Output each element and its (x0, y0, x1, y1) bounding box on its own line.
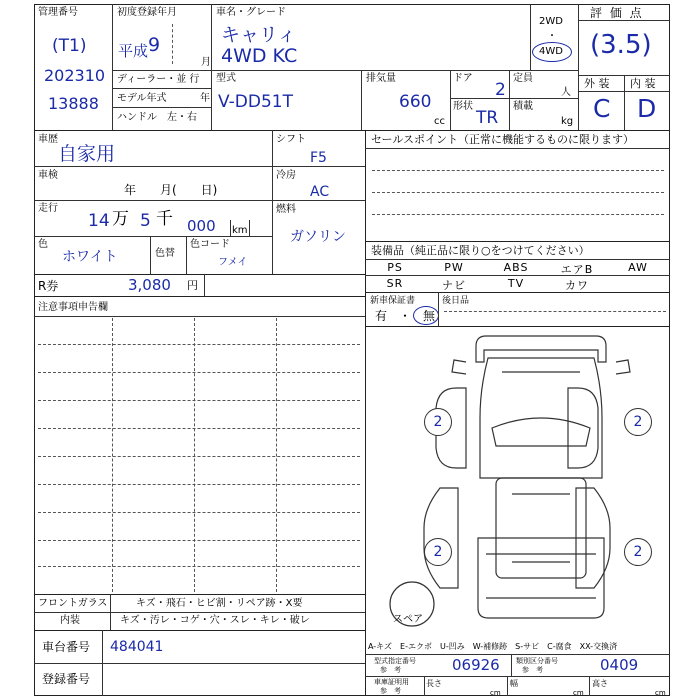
color-code: フメイ (218, 257, 248, 268)
capacity-label: 定員 (513, 73, 533, 84)
damage-marker-front-right: 2 (624, 408, 652, 436)
mileage-man-num: 14 (88, 211, 110, 231)
divider (249, 220, 250, 236)
model-year-label: モデル年式 (117, 93, 167, 104)
fuel-value: ガソリン (290, 229, 346, 245)
cert-height-unit: cm (655, 689, 666, 697)
divider (34, 296, 365, 297)
dashed-line (38, 400, 360, 401)
mileage-rest: 000 (187, 217, 216, 235)
category-number: 0409 (600, 656, 639, 674)
divider (365, 292, 670, 293)
divider (365, 676, 670, 677)
first-registration-label: 初度登録年月 (117, 7, 177, 18)
dashed-line (194, 318, 195, 592)
divider (34, 612, 365, 613)
equipment-leather: カワ (565, 279, 589, 292)
divider (624, 75, 625, 130)
divider (34, 274, 365, 275)
divider (186, 236, 187, 274)
history-value: 自家用 (58, 143, 116, 165)
dashed-line (112, 318, 113, 592)
dashed-line (38, 540, 360, 541)
divider (172, 24, 173, 64)
management-no-2: 13888 (48, 94, 99, 113)
equipment-aw: AW (628, 261, 648, 274)
exterior-grade: C (593, 94, 611, 123)
car-name-label: 車名・グレード (216, 7, 286, 18)
displacement-unit: cc (434, 116, 445, 127)
first-registration-year: 9 (148, 34, 161, 56)
dashed-line (38, 428, 360, 429)
car-diagram (366, 328, 668, 632)
divider (589, 676, 590, 696)
cert-length-unit: cm (490, 689, 501, 697)
dashed-line (38, 344, 360, 345)
type-designation-label: 型式指定番号 (374, 657, 416, 665)
divider (509, 70, 510, 130)
mileage-man-unit: 万 (112, 209, 129, 229)
recolor-label: 色替 (155, 248, 175, 259)
cert-height-label: 高さ (592, 679, 608, 688)
registration-label: 登録番号 (42, 672, 91, 686)
divider (112, 88, 211, 89)
door-label: ドア (453, 73, 473, 84)
damage-marker-rear-left: 2 (424, 538, 452, 566)
divider (272, 166, 365, 167)
divider (34, 663, 365, 664)
divider (112, 4, 113, 130)
management-no-label: 管理番号 (38, 7, 78, 18)
divider (34, 630, 365, 631)
shape: TR (476, 108, 499, 128)
shape-label: 形状 (453, 101, 473, 112)
divider (365, 259, 670, 260)
dashed-line (38, 484, 360, 485)
warranty-selected-circle (413, 306, 439, 325)
chassis-label: 車台番号 (42, 640, 91, 654)
score-value: (3.5) (590, 30, 652, 60)
drive-4wd: 4WD (539, 46, 563, 57)
divider (272, 200, 365, 201)
category-label: 類別区分番号 (516, 657, 558, 665)
exterior-label: 外 装 (584, 77, 610, 90)
dealer-label: ディーラー・並 行 (117, 74, 200, 85)
front-glass-label: フロントガラス (38, 598, 108, 609)
type-designation-sub: 参 考 (380, 666, 401, 674)
capacity-unit: 人 (561, 87, 571, 98)
ac-label: 冷房 (276, 170, 296, 181)
divider (365, 654, 670, 655)
dashed-line (38, 456, 360, 457)
shaken-label: 車検 (38, 170, 58, 181)
mileage-label: 走行 (38, 203, 58, 214)
interior-condition-label: 内装 (60, 615, 80, 626)
equipment-sr: SR (386, 277, 404, 290)
score-label: 評 価 点 (590, 6, 644, 20)
displacement: 660 (399, 92, 432, 112)
model-type-label: 型式 (216, 73, 236, 84)
cert-width-unit: cm (573, 689, 584, 697)
divider (361, 70, 362, 130)
dashed-line (372, 170, 664, 171)
recycle-amount: 3,080 (128, 276, 171, 294)
divider (424, 676, 425, 696)
dashed-line (372, 192, 664, 193)
recycle-unit: 円 (187, 279, 198, 292)
divider (34, 200, 272, 201)
car-name: キャリィ (221, 24, 297, 46)
management-no-1: 202310 (44, 66, 106, 85)
damage-marker-front-left: 2 (424, 408, 452, 436)
drive-dot: ・ (547, 31, 557, 42)
color-label: 色 (38, 239, 48, 250)
equipment-pw: PW (444, 261, 464, 274)
dashed-line (38, 512, 360, 513)
divider (365, 148, 670, 149)
equipment-label: 装備品（純正品に限り○をつけてください） (371, 244, 590, 257)
divider (230, 220, 231, 236)
warranty-options: 有 ・ 無 (375, 309, 436, 323)
category-sub: 参 考 (522, 666, 543, 674)
cert-width-label: 幅 (510, 679, 518, 688)
damage-legend: A-キズ E-エクボ U-凹み W-補修跡 S-サビ C-腐食 XX-交換済 (368, 642, 618, 651)
interior-label: 内 装 (630, 77, 656, 90)
divider (530, 4, 531, 70)
car-grade: 4WD KC (221, 45, 298, 67)
dashed-line (372, 214, 664, 215)
load-label: 積載 (513, 101, 533, 112)
interior-condition-text: キズ・汚レ・コゲ・穴・スレ・キレ・破レ (120, 615, 310, 626)
door-count: 2 (495, 80, 506, 100)
model-year-unit: 年 (200, 93, 210, 104)
fuel-label: 燃料 (276, 204, 296, 215)
divider (578, 91, 670, 92)
divider (211, 4, 212, 130)
sales-point-label: セールスポイント（正常に機能するものに限ります） (371, 133, 635, 146)
mileage-unit: km (232, 225, 248, 236)
color-value: ホワイト (62, 249, 118, 265)
spare-label: スペア (393, 614, 423, 625)
drive-2wd: 2WD (539, 16, 563, 27)
cert-sub: 参 考 (380, 687, 401, 695)
management-no-code: (T1) (52, 36, 87, 56)
ac-value: AC (310, 184, 330, 200)
equipment-airbag: エアB (560, 263, 594, 276)
divider (112, 107, 211, 108)
divider (438, 292, 439, 326)
divider (34, 316, 365, 317)
selected-circle (532, 42, 572, 62)
equipment-ps: PS (387, 261, 403, 274)
dashed-line (276, 318, 277, 592)
divider (204, 274, 205, 296)
first-registration-era: 平成 (118, 42, 149, 60)
dashed-line (38, 566, 360, 567)
color-code-label: 色コード (190, 239, 230, 250)
cert-label: 車庫証明用 (374, 678, 409, 686)
first-registration-month-unit: 月 (201, 57, 211, 68)
shaken-date: 年 月( 日) (124, 183, 218, 197)
divider (578, 20, 670, 21)
rear-item-label: 後日品 (442, 296, 470, 306)
divider (34, 130, 670, 131)
interior-grade: D (637, 94, 657, 123)
mileage-sen-num: 5 (140, 211, 151, 231)
recycle-label: R券 (38, 279, 59, 293)
front-glass-text: キズ・飛石・ヒビ割・リペア跡・X要 (136, 598, 303, 609)
dashed-line (444, 311, 666, 312)
load-unit: kg (561, 116, 574, 127)
equipment-navi: ナビ (442, 279, 466, 292)
type-designation-number: 06926 (452, 656, 500, 674)
divider (272, 130, 273, 274)
divider (365, 275, 670, 276)
divider (34, 166, 272, 167)
history-label: 車歴 (38, 134, 58, 145)
model-type: V-DD51T (218, 92, 293, 112)
divider (365, 296, 366, 696)
warranty-label: 新車保証書 (370, 296, 416, 306)
notes-label: 注意事項申告欄 (38, 302, 108, 313)
divider (34, 594, 365, 595)
divider (450, 98, 578, 99)
mileage-sen-unit: 千 (156, 209, 173, 229)
damage-marker-rear-right: 2 (624, 538, 652, 566)
divider (365, 241, 670, 242)
divider (511, 654, 512, 676)
divider (150, 236, 151, 274)
dashed-line (38, 372, 360, 373)
divider (365, 326, 670, 327)
divider (450, 70, 451, 130)
divider (507, 676, 508, 696)
equipment-abs: ABS (503, 261, 529, 274)
shift-label: シフト (276, 134, 306, 145)
chassis-number: 484041 (110, 639, 164, 655)
divider (578, 4, 579, 130)
equipment-tv: TV (507, 277, 525, 290)
cert-length-label: 長さ (426, 679, 442, 688)
displacement-label: 排気量 (366, 73, 396, 84)
shift-value: F5 (310, 150, 327, 166)
handle-label: ハンドル 左・右 (117, 112, 197, 123)
